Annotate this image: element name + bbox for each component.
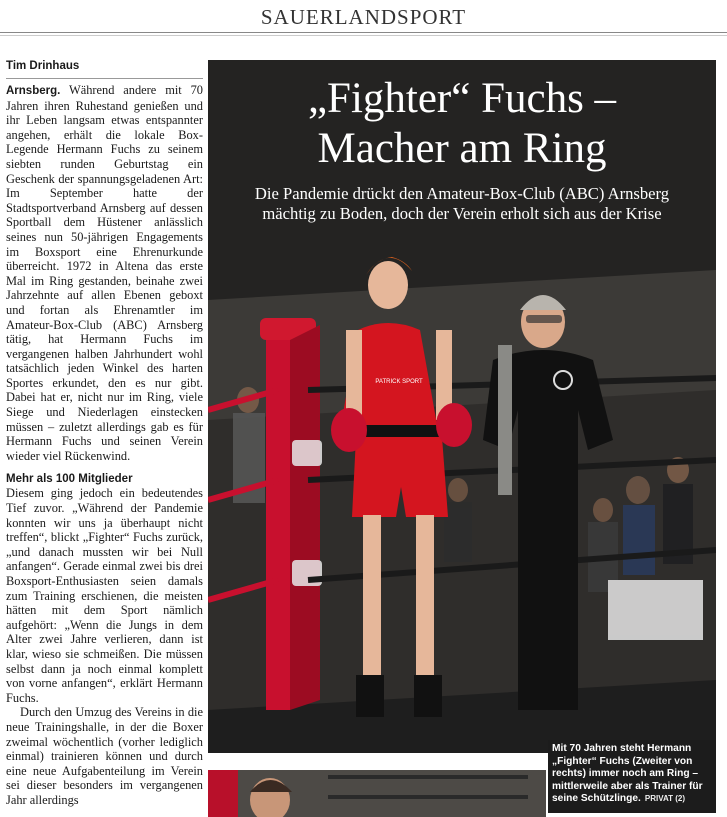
article-subhead: Mehr als 100 Mitglieder bbox=[6, 473, 133, 486]
author-byline: Tim Drinhaus bbox=[6, 60, 203, 79]
article-paragraph-2: Diesem ging jedoch ein bedeutendes Tief zuvor. „Während der Pandemie konnten wir uns ja überhaupt nicht treffen“, blickt „Fighter“ Fuchs zurück, „und danach mussten wir bei Null anfangen“. Gerade einmal zwei bis drei Boxsport-Enthusiasten seien damals zum Training erschienen, die meisten hätten mit dem Sport nämlich aufgehört: „Wenn die Jungs in dem Alter zwei Jahre verlieren, dann ist klar, wieso sie schmeißen. Die müssen selbst dann ja noch einmal komplett von vorne anfangen“, erklärt Hermann Fuchs. bbox=[6, 486, 203, 705]
ring-post-side bbox=[290, 325, 320, 710]
article-column bbox=[6, 60, 203, 817]
right-glove bbox=[436, 403, 472, 447]
article-paragraph-3: Durch den Umzug des Vereins in die neue Trainingshalle, in der die Boxer zweimal wöchentlich (vorher lediglich einmal) trainieren können und durch eine neue Aufgabenteilung im Verein sei dieser besonders im vergangenen Jahr allerdings bbox=[6, 705, 203, 807]
second-photo bbox=[208, 770, 546, 817]
feature-headline bbox=[208, 74, 716, 174]
paragraph-1-text: Während andere mit 70 Jahren ihren Ruhestand genießen und ihr Leben langsam etwas entspannter angehen, erhält die lokale Box-Legende Hermann Fuchs zu seinem siebten runden Geburtstag ein Geschenk der spannungsgeladenen Art: Im September hatte der Stadtsportverband Arnsberg auf dessen Sportball dem Hüstener anlässlich seines nun 50-jährigen Engagements im Boxsport eine Ehrenurkunde überreicht. 1972 in Altena das erste Mal im Ring gestanden, beinahe zwei Jahrzehnte auf allen Ebenen geboxt und fortan als Ehrenamtler im Amateur-Box-Club (ABC) Arnsberg tätig, hat Hermann Fuchs im vergangenen halben Jahrhundert wohl tatsächlich jeden Winkel des harten Sportes erkundet, den es nur gibt. Dabei hat er, nicht nur im Ring, viele Siege und Niederlagen einstecken müssen – zuletzt allerdings gab es für Hermann Fuchs und seinen Verein wieder viel Rückenwind. bbox=[6, 83, 203, 463]
subheadline-line-1: Die Pandemie drückt den Amateur-Box-Club (ABC) Arnsberg bbox=[254, 184, 670, 203]
masthead-rule-thin bbox=[0, 35, 727, 36]
towel bbox=[498, 345, 512, 495]
feature-photo bbox=[208, 60, 716, 753]
article-paragraph-1 bbox=[6, 83, 203, 463]
dateline: Arnsberg. bbox=[6, 85, 61, 97]
boxer-belt bbox=[358, 425, 440, 437]
headline-line-2: Macher am Ring bbox=[317, 125, 607, 172]
headline-line-1: „Fighter“ Fuchs – bbox=[307, 75, 617, 122]
section-title: SAUERLANDSPORT bbox=[260, 5, 467, 29]
feature-subheadline bbox=[208, 184, 716, 224]
subheadline-line-2: mächtig zu Boden, doch der Verein erholt sich aus der Krise bbox=[262, 204, 662, 223]
masthead-rule bbox=[0, 32, 727, 33]
masthead bbox=[0, 0, 727, 36]
shirt-logo: PATRICK SPORT bbox=[375, 379, 423, 385]
caption-text: Mit 70 Jahren steht Hermann „Fighter“ Fuchs (Zweiter von rechts) immer noch am Ring – mittlerweile aber als Trainer für seine Schützlinge. bbox=[552, 743, 703, 805]
photo-caption bbox=[548, 740, 716, 813]
photo-credit: PRIVAT (2) bbox=[644, 794, 686, 804]
ring-post bbox=[266, 330, 290, 710]
second-photo-illustration bbox=[208, 770, 546, 817]
left-glove bbox=[331, 408, 367, 452]
